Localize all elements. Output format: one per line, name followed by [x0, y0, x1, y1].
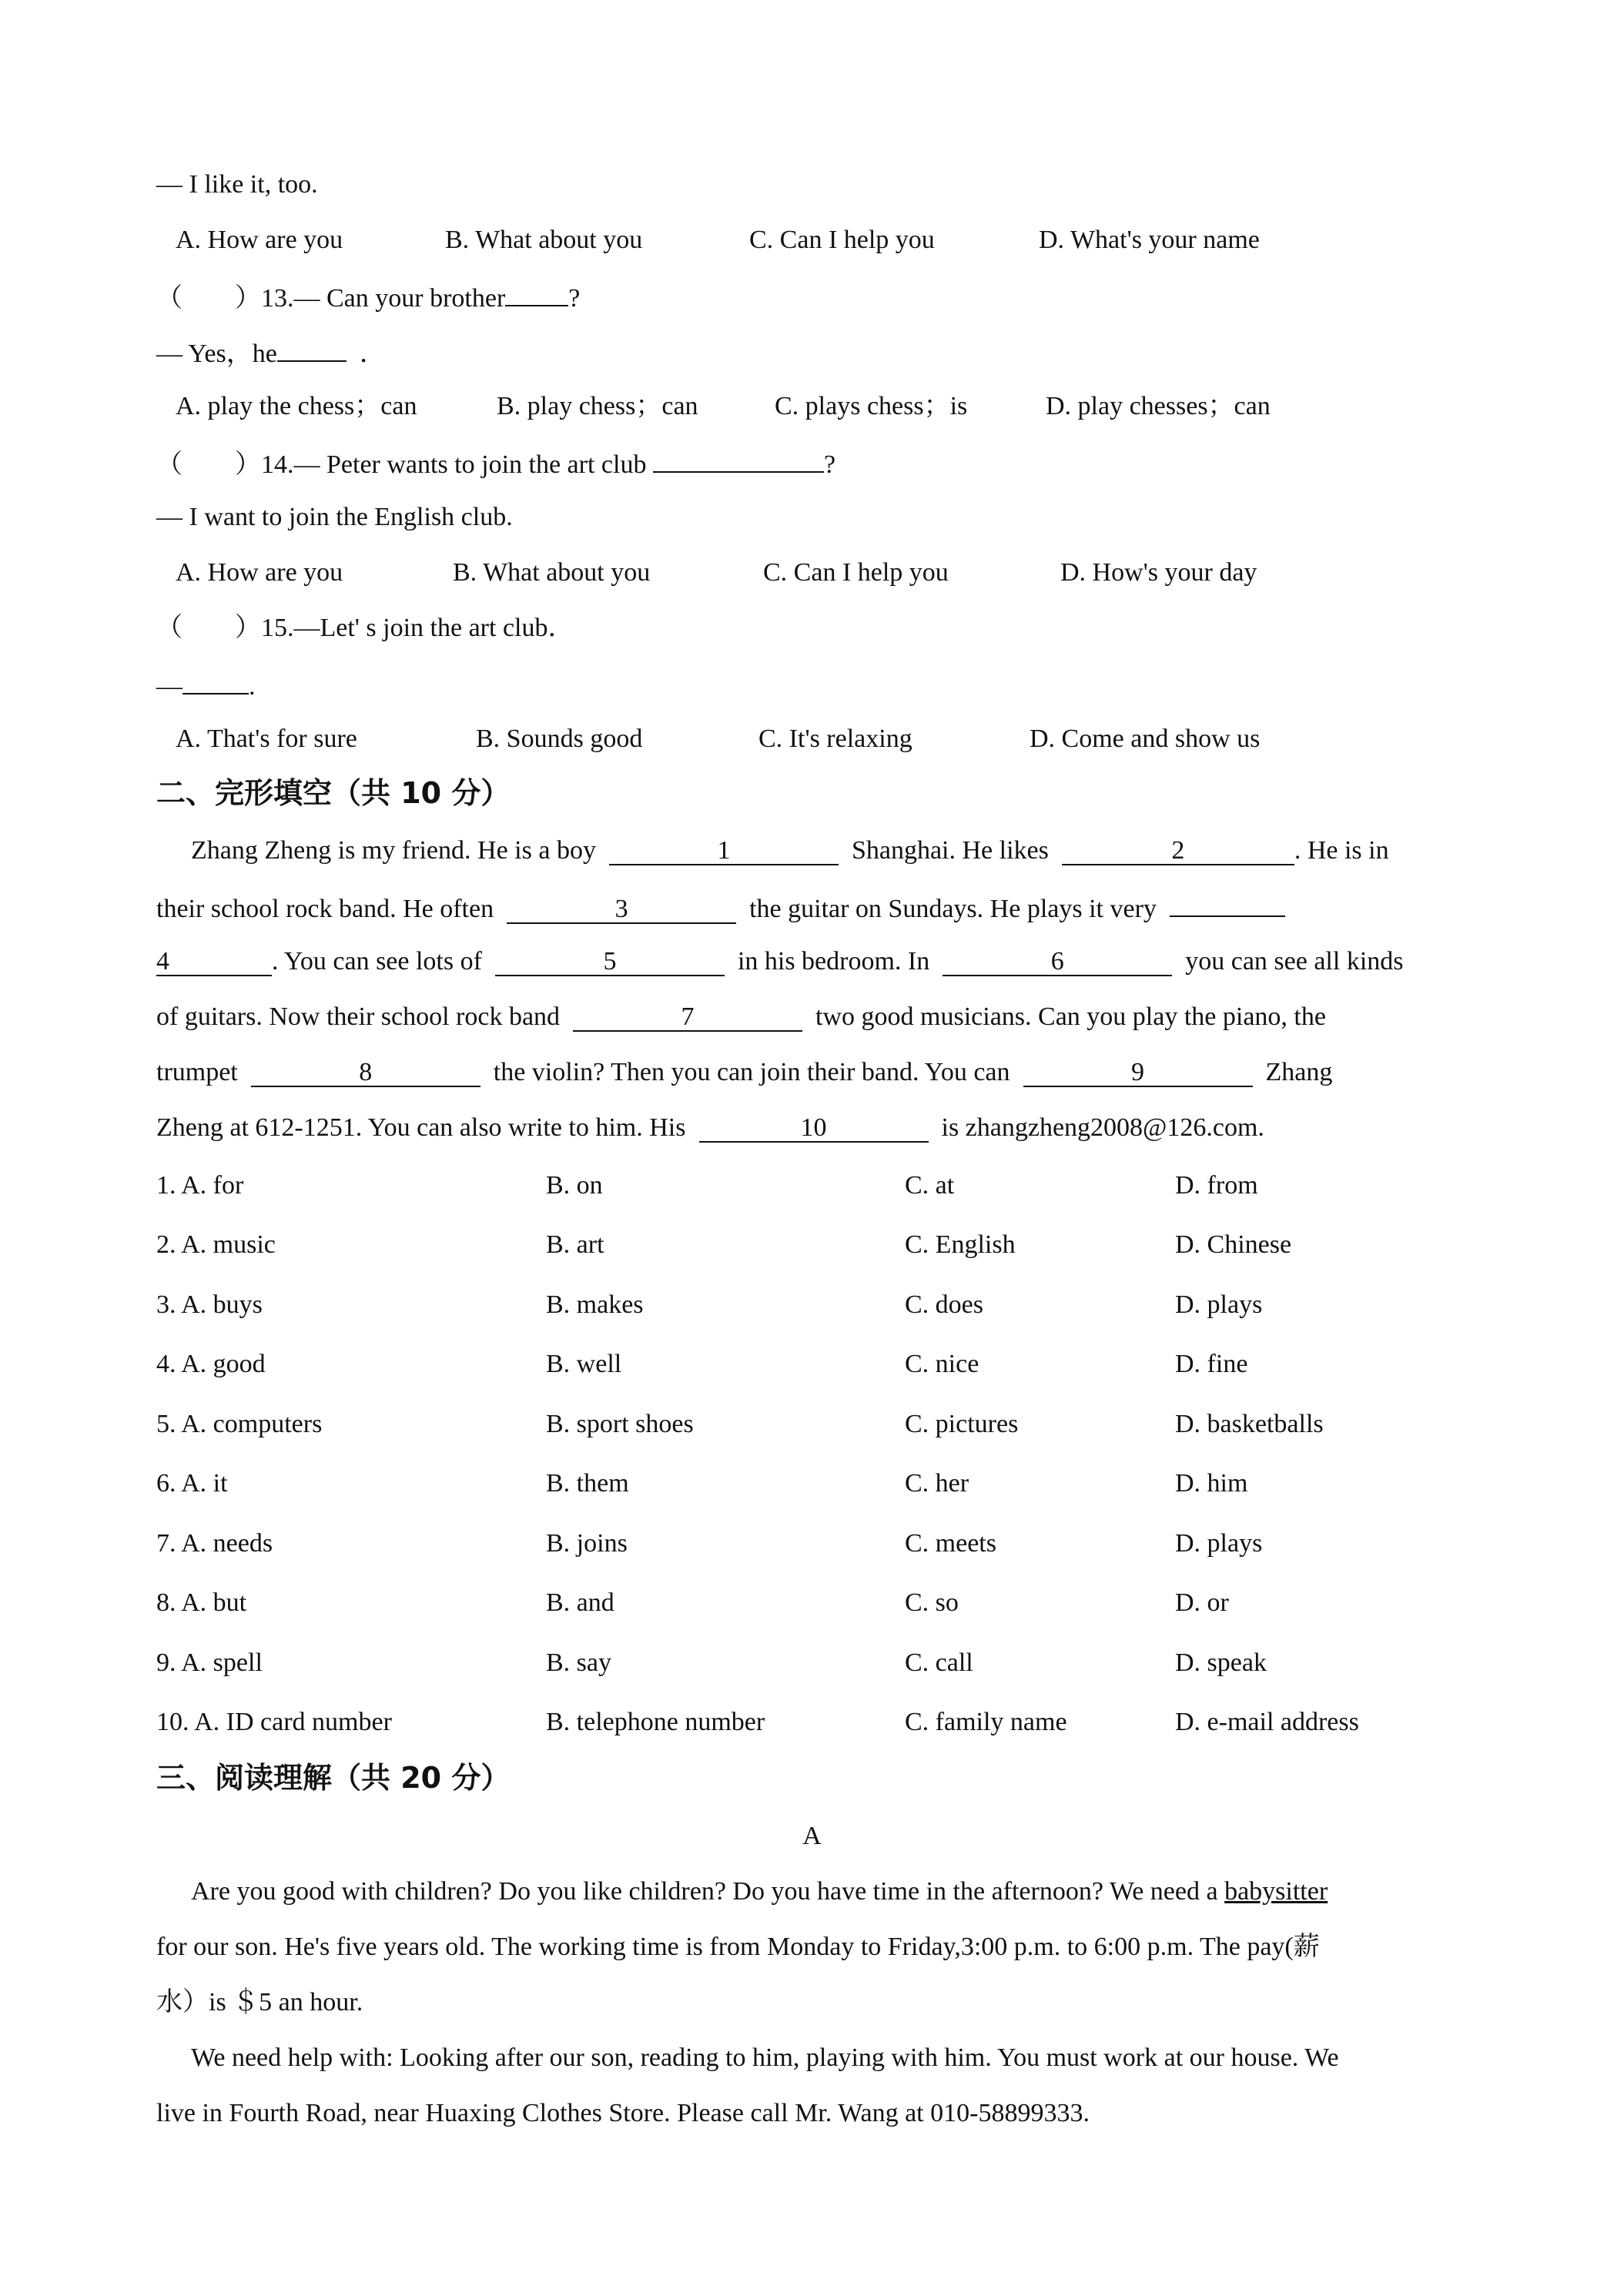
q15-reply-dash: — — [156, 672, 182, 701]
q15-option-c: C. It's relaxing — [758, 725, 912, 753]
answer-paren: （ ） — [156, 614, 261, 642]
q14-stem-end: ? — [823, 450, 836, 479]
cloze-text: Zheng at 612-1251. You can also write to him. His — [156, 1113, 686, 1142]
choice-a: 6. A. it — [156, 1469, 228, 1498]
q14-option-d: D. How's your day — [1060, 558, 1257, 587]
choice-a: 8. A. but — [156, 1588, 247, 1617]
cloze-text: Zhang Zheng is my friend. He is a boy — [191, 836, 596, 865]
choice-b: B. and — [546, 1588, 614, 1617]
q14-stem — [156, 447, 835, 480]
choice-d: D. from — [1175, 1171, 1258, 1200]
cloze-text: you can see all kinds — [1185, 947, 1404, 976]
choice-a: 10. A. ID card number — [156, 1708, 392, 1736]
q15-option-a: A. That's for sure — [176, 725, 357, 753]
q12-option-c: C. Can I help you — [749, 226, 935, 254]
choice-d: D. fine — [1175, 1350, 1248, 1378]
blank — [182, 668, 249, 694]
cloze-line-3 — [156, 946, 1404, 977]
q13-option-b: B. play chess；can — [497, 392, 698, 420]
q13-reply — [156, 336, 386, 370]
choice-c: C. family name — [905, 1708, 1067, 1736]
choice-b: B. joins — [546, 1529, 628, 1558]
cloze-text: the violin? Then you can join their band. You can — [493, 1058, 1010, 1086]
q14-option-c: C. Can I help you — [763, 558, 949, 587]
cloze-line-4 — [156, 1002, 1326, 1033]
choice-c: C. English — [905, 1230, 1016, 1259]
q13-reply-text: — Yes，he — [156, 340, 277, 368]
q14-reply: — I want to join the English club. — [156, 503, 513, 531]
cloze-text: of guitars. Now their school rock band — [156, 1002, 561, 1031]
cloze-text: Zhang — [1265, 1058, 1333, 1086]
choice-a: 7. A. needs — [156, 1529, 273, 1558]
q13-reply-end: ． — [359, 340, 386, 368]
answer-paren: （ ） — [156, 284, 261, 313]
cloze-text: two good musicians. Can you play the piano, the — [815, 1002, 1326, 1031]
blank — [1170, 891, 1285, 917]
q14-option-a: A. How are you — [176, 558, 343, 587]
q12-option-b: B. What about you — [445, 226, 643, 254]
cloze-blank-10: 10 — [699, 1115, 929, 1143]
cloze-line-5 — [156, 1057, 1332, 1088]
choice-a: 5. A. computers — [156, 1410, 323, 1438]
choice-c: C. at — [905, 1171, 955, 1200]
choice-c: C. does — [905, 1290, 983, 1319]
cloze-blank-5: 5 — [495, 949, 725, 976]
choice-c: C. meets — [905, 1529, 996, 1558]
choice-b: B. makes — [546, 1290, 644, 1319]
q13-stem — [156, 280, 580, 314]
blank — [653, 447, 824, 473]
choice-a: 4. A. good — [156, 1350, 266, 1378]
cloze-line-1 — [191, 835, 1389, 866]
q13-option-c: C. plays chess；is — [775, 392, 968, 420]
underlined-word: babysitter — [1224, 1877, 1328, 1906]
q13-option-d: D. play chesses；can — [1046, 392, 1271, 420]
q15-stem — [156, 613, 574, 644]
section2-heading: 二、完形填空（共 10 分） — [156, 776, 511, 810]
choice-d: D. basketballs — [1175, 1410, 1324, 1438]
blank — [505, 280, 568, 306]
q13-option-a: A. play the chess；can — [176, 392, 417, 420]
choice-d: D. plays — [1175, 1290, 1263, 1319]
cloze-text: in his bedroom. In — [737, 947, 930, 976]
passage-line-2: for our son. He's five years old. The working time is from Monday to Friday,3:00 p.m. to 6:00 p.m. The pay(薪 — [156, 1933, 1320, 1961]
q15-reply — [156, 668, 256, 702]
q15-option-d: D. Come and show us — [1030, 725, 1261, 753]
choice-c: C. so — [905, 1588, 959, 1617]
passage-line-5: live in Fourth Road, near Huaxing Clothes Store. Please call Mr. Wang at 010-58899333. — [156, 2099, 1090, 2127]
q12-option-a: A. How are you — [176, 226, 343, 254]
q12-answer-line: — I like it, too. — [156, 170, 318, 199]
q14-option-b: B. What about you — [453, 558, 651, 587]
choice-b: B. art — [546, 1230, 604, 1259]
q12-option-d: D. What's your name — [1039, 226, 1260, 254]
cloze-blank-9: 9 — [1023, 1059, 1253, 1087]
q13-stem-end: ? — [568, 284, 581, 313]
q15-stem-text: 15.—Let' s join the art club． — [261, 614, 574, 642]
cloze-text: is zhangzheng2008@126.com. — [941, 1113, 1264, 1142]
cloze-text: Shanghai. He likes — [851, 836, 1049, 865]
cloze-blank-1: 1 — [609, 838, 839, 865]
cloze-text: . You can see lots of — [272, 947, 482, 976]
passage-label: A — [802, 1822, 822, 1850]
choice-b: B. sport shoes — [546, 1410, 694, 1438]
passage-line-3: 水）is ＄5 an hour. — [156, 1988, 363, 2017]
choice-d: D. speak — [1175, 1648, 1267, 1677]
cloze-text: their school rock band. He often — [156, 895, 494, 923]
choice-b: B. well — [546, 1350, 622, 1378]
passage-text: Are you good with children? Do you like children? Do you have time in the afternoon? We need a — [191, 1877, 1218, 1906]
q13-stem-text: 13.— Can your brother — [261, 284, 506, 313]
choice-b: B. on — [546, 1171, 603, 1200]
section3-heading: 三、阅读理解（共 20 分） — [156, 1761, 511, 1795]
choice-c: C. nice — [905, 1350, 979, 1378]
passage-line-4: We need help with: Looking after our son, reading to him, playing with him. You must work at our house. We — [191, 2043, 1339, 2072]
cloze-blank-8: 8 — [251, 1059, 481, 1087]
choice-b: B. say — [546, 1648, 611, 1677]
choice-d: D. or — [1175, 1588, 1229, 1617]
cloze-blank-6: 6 — [943, 949, 1172, 976]
cloze-line-2 — [156, 891, 1285, 925]
cloze-blank-3: 3 — [507, 896, 736, 924]
cloze-blank-7: 7 — [573, 1004, 802, 1032]
choice-b: B. them — [546, 1469, 629, 1498]
choice-a: 2. A. music — [156, 1230, 276, 1259]
choice-a: 9. A. spell — [156, 1648, 263, 1677]
choice-d: D. him — [1175, 1469, 1248, 1498]
cloze-text: trumpet — [156, 1058, 238, 1086]
cloze-blank-4: 4 — [156, 949, 272, 976]
choice-c: C. pictures — [905, 1410, 1019, 1438]
passage-line-1 — [191, 1876, 1328, 1907]
answer-paren: （ ） — [156, 450, 261, 479]
choice-b: B. telephone number — [546, 1708, 765, 1736]
q15-option-b: B. Sounds good — [476, 725, 643, 753]
choice-d: D. Chinese — [1175, 1230, 1292, 1259]
cloze-blank-2: 2 — [1062, 838, 1294, 865]
choice-d: D. plays — [1175, 1529, 1263, 1558]
cloze-text: the guitar on Sundays. He plays it very — [749, 895, 1157, 923]
choice-d: D. e-mail address — [1175, 1708, 1359, 1736]
cloze-line-6 — [156, 1113, 1264, 1143]
q14-stem-text: 14.— Peter wants to join the art club — [261, 450, 647, 479]
cloze-text: . He is in — [1294, 836, 1389, 865]
blank — [277, 336, 347, 362]
q15-reply-end: . — [249, 672, 256, 701]
choice-c: C. call — [905, 1648, 973, 1677]
choice-a: 3. A. buys — [156, 1290, 263, 1319]
choice-c: C. her — [905, 1469, 969, 1498]
choice-a: 1. A. for — [156, 1171, 244, 1200]
